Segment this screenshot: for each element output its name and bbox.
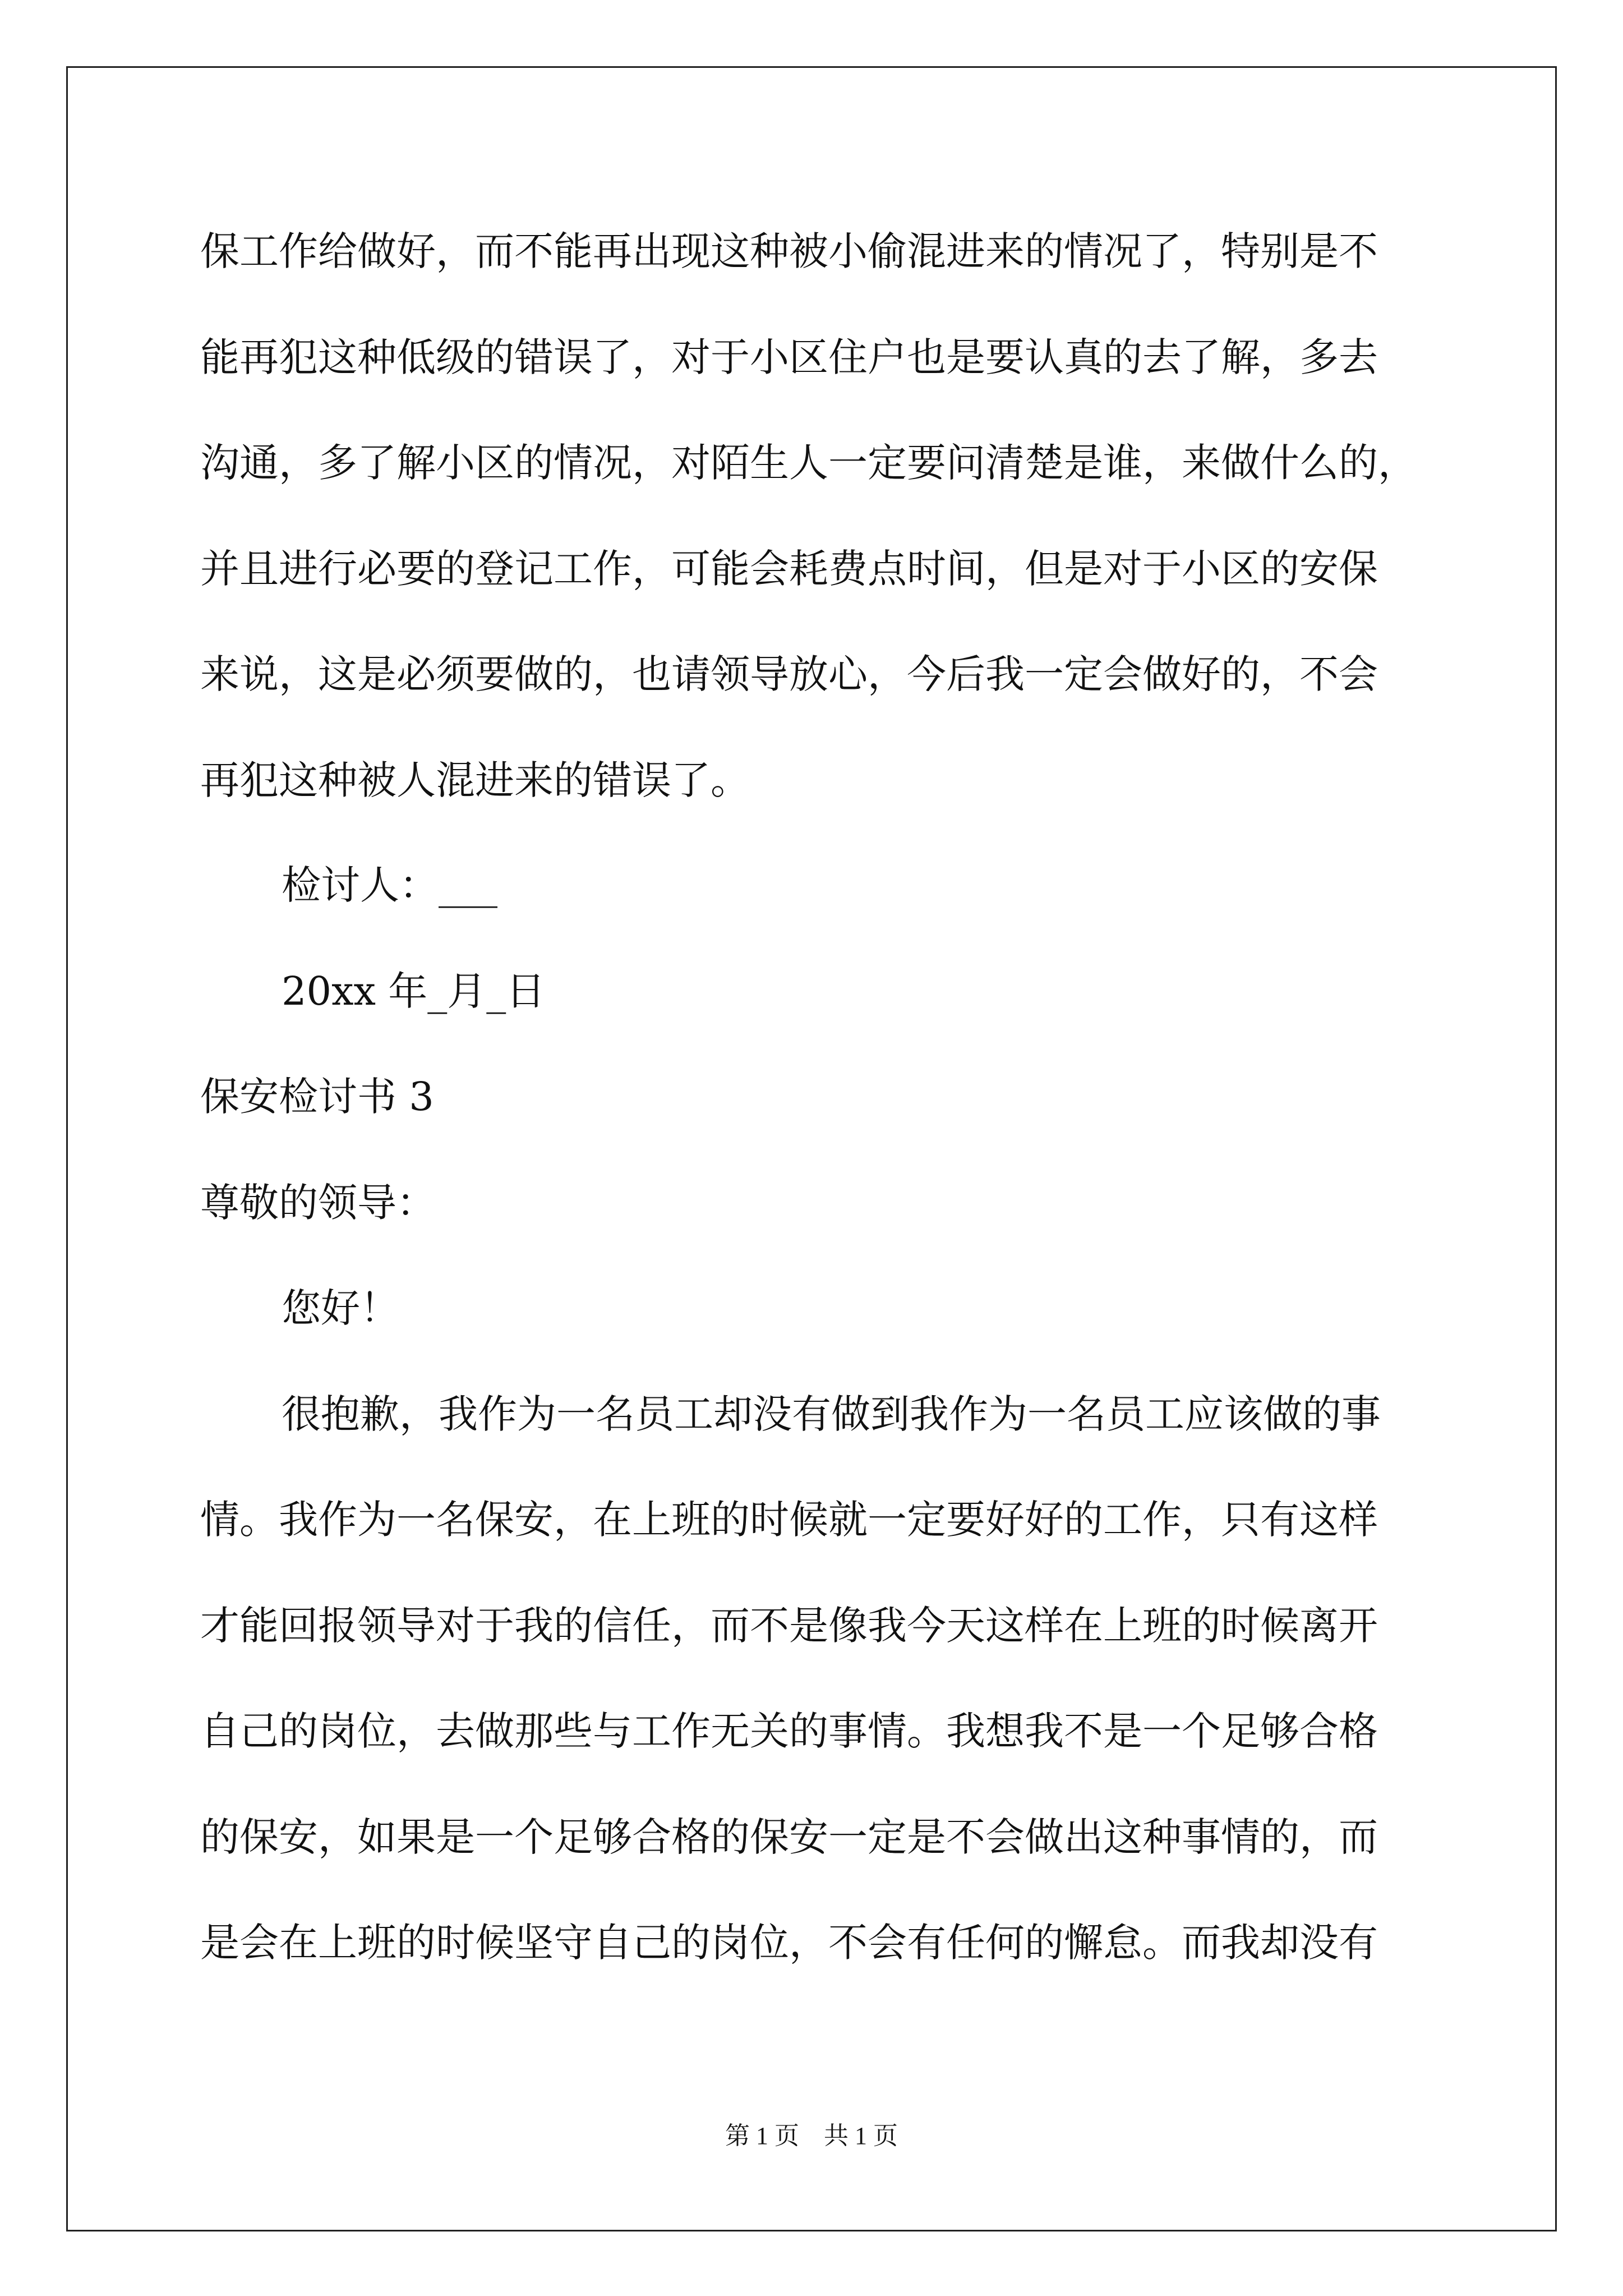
page-total: 共 1 页 [824, 2122, 898, 2150]
page-number: 第 1 页 [725, 2122, 799, 2150]
paragraph-line: 才能回报领导对于我的信任，而不是像我今天这样在上班的时候离开 [200, 1603, 1378, 1649]
salutation: 尊敬的领导： [200, 1180, 436, 1226]
paragraph-line: 很抱歉，我作为一名员工却没有做到我作为一名员工应该做的事 [282, 1391, 1381, 1437]
paragraph-line: 自己的岗位，去做那些与工作无关的事情。我想我不是一个足够合格 [200, 1708, 1378, 1754]
date-line: 20xx 年_月_日 [282, 968, 546, 1014]
paragraph-line: 来说，这是必须要做的，也请领导放心，今后我一定会做好的，不会 [200, 651, 1378, 697]
paragraph-line: 的保安，如果是一个足够合格的保安一定是不会做出这种事情的，而 [200, 1814, 1378, 1860]
paragraph-line: 保工作给做好，而不能再出现这种被小偷混进来的情况了，特别是不 [200, 228, 1378, 274]
paragraph-line: 是会在上班的时候坚守自己的岗位，不会有任何的懈怠。而我却没有 [200, 1920, 1378, 1966]
greeting: 您好！ [282, 1285, 399, 1331]
reviewer-signature-line: 检讨人：___ [282, 862, 497, 908]
section-title: 保安检讨书 3 [200, 1074, 434, 1120]
paragraph-line: 沟通，多了解小区的情况，对陌生人一定要问清楚是谁，来做什么的， [200, 440, 1417, 486]
paragraph-line: 情。我作为一名保安，在上班的时候就一定要好好的工作，只有这样 [200, 1497, 1378, 1543]
paragraph-line: 并且进行必要的登记工作，可能会耗费点时间，但是对于小区的安保 [200, 546, 1378, 592]
page-footer [0, 2120, 1623, 2152]
page-border [66, 66, 1557, 2231]
paragraph-line: 能再犯这种低级的错误了，对于小区住户也是要认真的去了解，多去 [200, 334, 1378, 380]
paragraph-line: 再犯这种被人混进来的错误了。 [200, 757, 750, 803]
